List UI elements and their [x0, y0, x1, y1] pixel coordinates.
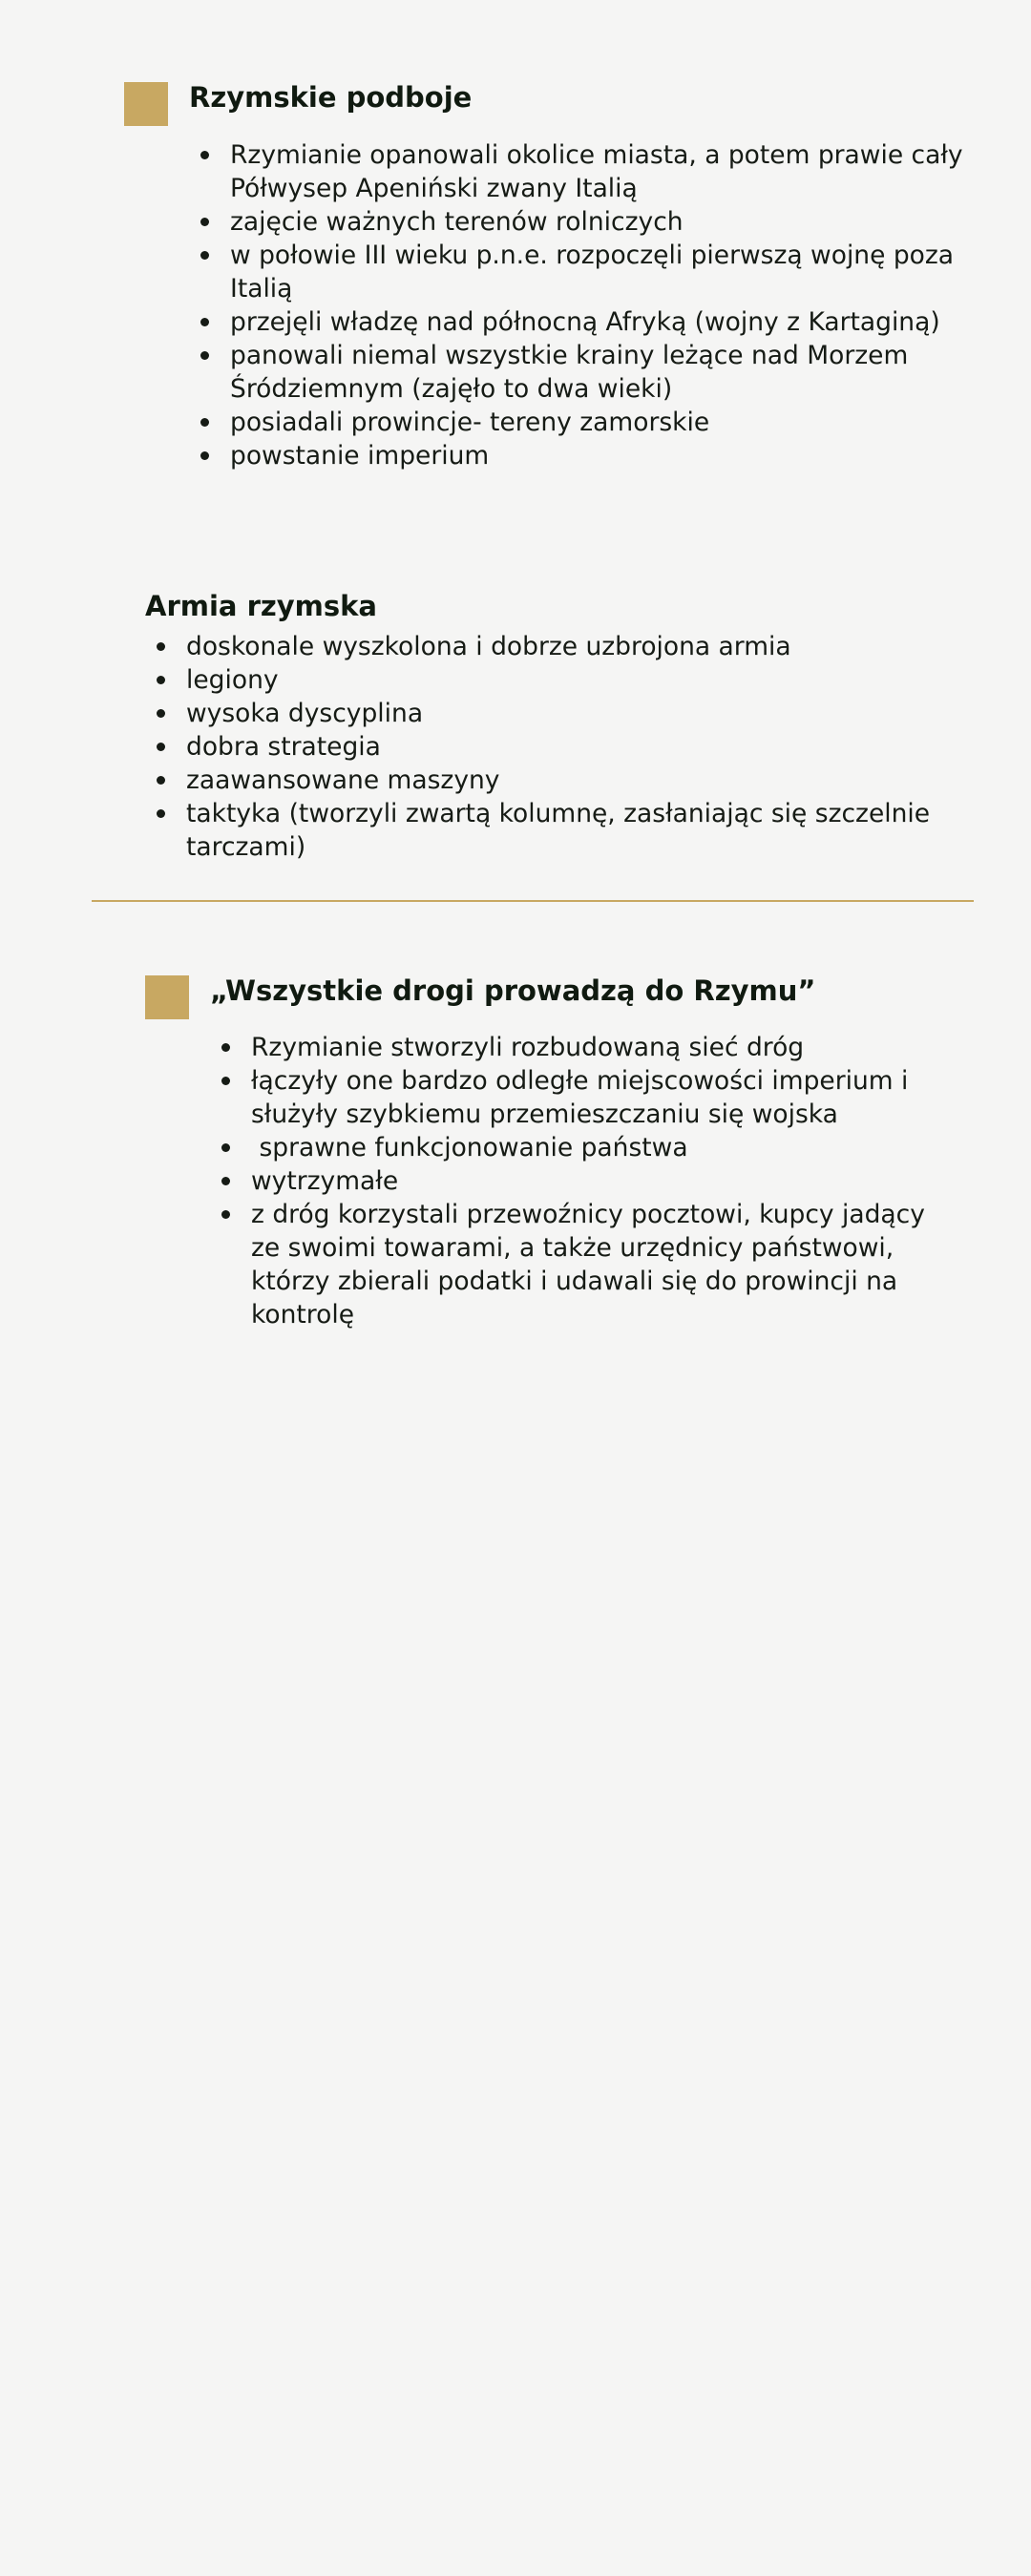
section-marker-square — [124, 82, 168, 126]
list-item: Rzymianie stworzyli rozbudowaną sieć dróg — [251, 1031, 957, 1064]
section-title-roads: „Wszystkie drogi prowadzą do Rzymu” — [210, 974, 816, 1007]
list-item: powstanie imperium — [230, 439, 994, 472]
list-item: taktyka (tworzyli zwartą kolumnę, zasłaniając się szczelnie tarczami) — [186, 797, 988, 864]
section-title-army: Armia rzymska — [145, 590, 377, 622]
list-item: w połowie III wieku p.n.e. rozpoczęli pierwszą wojnę poza Italią — [230, 239, 994, 305]
section-marker-square — [145, 975, 189, 1019]
list-item: wytrzymałe — [251, 1164, 957, 1198]
list-item: przejęli władzę nad północną Afryką (wojny z Kartaginą) — [230, 305, 994, 339]
section-divider — [92, 900, 974, 902]
roads-list — [210, 1031, 957, 1331]
list-item: sprawne funkcjonowanie państwa — [251, 1131, 957, 1164]
section-title-conquests: Rzymskie podboje — [189, 81, 473, 114]
list-item: dobra strategia — [186, 730, 988, 764]
army-list — [145, 630, 988, 864]
list-item: doskonale wyszkolona i dobrze uzbrojona armia — [186, 630, 988, 663]
conquests-list — [189, 138, 994, 472]
list-item: zaawansowane maszyny — [186, 764, 988, 797]
list-item: panowali niemal wszystkie krainy leżące nad Morzem Śródziemnym (zajęło to dwa wieki) — [230, 339, 994, 406]
list-item: legiony — [186, 663, 988, 697]
list-item: posiadali prowincje- tereny zamorskie — [230, 406, 994, 439]
list-item: łączyły one bardzo odległe miejscowości imperium i służyły szybkiemu przemieszczaniu się wojska — [251, 1064, 957, 1131]
list-item: wysoka dyscyplina — [186, 697, 988, 730]
list-item: z dróg korzystali przewoźnicy pocztowi, kupcy jadący ze swoimi towarami, a także urzędnicy państwowi, którzy zbierali podatki i udawali się do prowincji na kontrolę — [251, 1198, 957, 1331]
list-item: Rzymianie opanowali okolice miasta, a potem prawie cały Półwysep Apeniński zwany Italią — [230, 138, 994, 205]
list-item: zajęcie ważnych terenów rolniczych — [230, 205, 994, 239]
